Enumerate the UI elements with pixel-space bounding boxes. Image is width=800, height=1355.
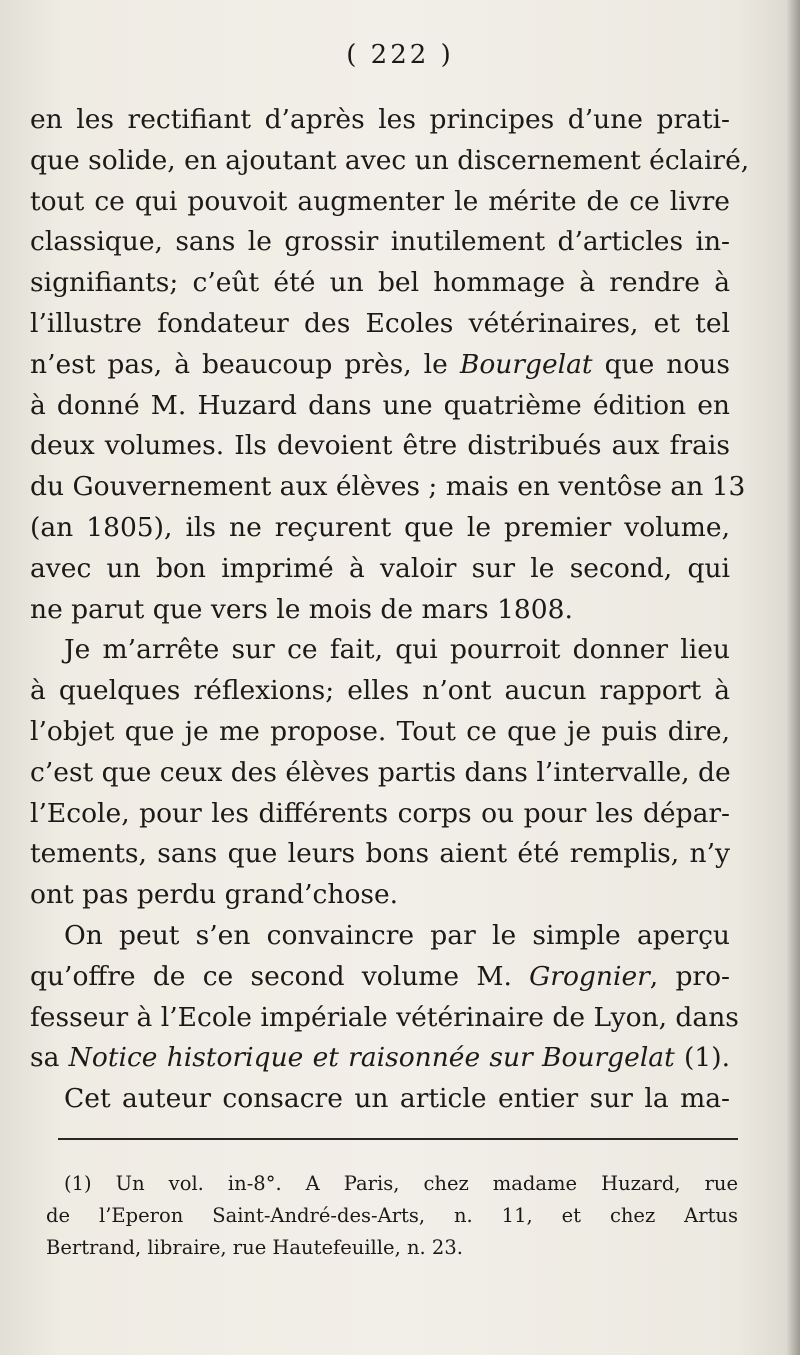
text-line: Cet auteur consacre un article entier sur la ma- <box>64 1083 730 1115</box>
text-line: signifiants; c’eût été un bel hommage à rendre à <box>30 267 730 299</box>
text-segment: n’est pas, à beaucoup près, le <box>30 348 448 380</box>
text-line: l’objet que je me propose. Tout ce que je puis dire, <box>30 715 730 747</box>
text-line: classique, sans le grossir inutilement d’articles in- <box>30 226 730 258</box>
text-line: Je m’arrête sur ce fait, qui pourroit donner lieu <box>64 634 730 666</box>
text-line: que solide, en ajoutant avec un discernement éclairé, <box>30 144 750 176</box>
text-segment: que nous <box>604 348 730 380</box>
text-line: (an 1805), ils ne reçurent que le premier volume, <box>30 511 730 543</box>
text-line: avec un bon imprimé à valoir sur le second, qui <box>30 552 730 584</box>
text-line: l’illustre fondateur des Ecoles vétérinaires, et tel <box>30 307 730 339</box>
text-line: du Gouvernement aux élèves ; mais en ventôse an 13 <box>30 471 746 503</box>
page-edge-shadow <box>786 0 800 1355</box>
text-line: tements, sans que leurs bons aient été remplis, n’y <box>30 838 730 870</box>
page-number: ( 222 ) <box>346 40 454 70</box>
text-line <box>30 345 730 386</box>
text-line: On peut s’en convaincre par le simple aperçu <box>64 919 730 951</box>
text-line: l’Ecole, pour les différents corps ou pour les dépar- <box>30 797 730 829</box>
text-line <box>30 1038 730 1079</box>
italic-book-title: Notice historique et raisonnée sur Bourgelat <box>68 1042 675 1074</box>
footnote-reference: (1). <box>684 1042 730 1074</box>
footnote <box>46 1168 738 1264</box>
main-text <box>30 100 750 1120</box>
italic-name-grognier: Grognier <box>529 960 650 992</box>
text-line: à donné M. Huzard dans une quatrième édition en <box>30 389 730 421</box>
footnote-line: (1) Un vol. in-8°. A Paris, chez madame Huzard, rue <box>64 1172 738 1195</box>
text-line: deux volumes. Ils devoient être distribués aux frais <box>30 430 730 462</box>
footnote-divider <box>58 1138 738 1140</box>
footnote-line: Bertrand, libraire, rue Hautefeuille, n. 23. <box>46 1236 463 1259</box>
text-line: ne parut que vers le mois de mars 1808. <box>30 593 573 625</box>
text-line: c’est que ceux des élèves partis dans l’intervalle, de <box>30 756 731 788</box>
text-line: fesseur à l’Ecole impériale vétérinaire de Lyon, dans <box>30 1001 739 1033</box>
italic-name-bourgelat: Bourgelat <box>459 348 593 380</box>
text-line: à quelques réflexions; elles n’ont aucun rapport à <box>30 675 730 707</box>
text-line <box>30 957 730 998</box>
text-line: en les rectifiant d’après les principes d’une prati- <box>30 104 730 135</box>
text-segment: sa <box>30 1042 60 1074</box>
text-line: ont pas perdu grand’chose. <box>30 879 399 911</box>
footnote-line: de l’Eperon Saint-André-des-Arts, n. 11, et chez Artus <box>46 1204 738 1227</box>
text-segment: , pro- <box>649 960 730 992</box>
text-line: tout ce qui pouvoit augmenter le mérite de ce livre <box>30 185 730 217</box>
text-segment: qu’offre de ce second volume M. <box>30 960 512 992</box>
